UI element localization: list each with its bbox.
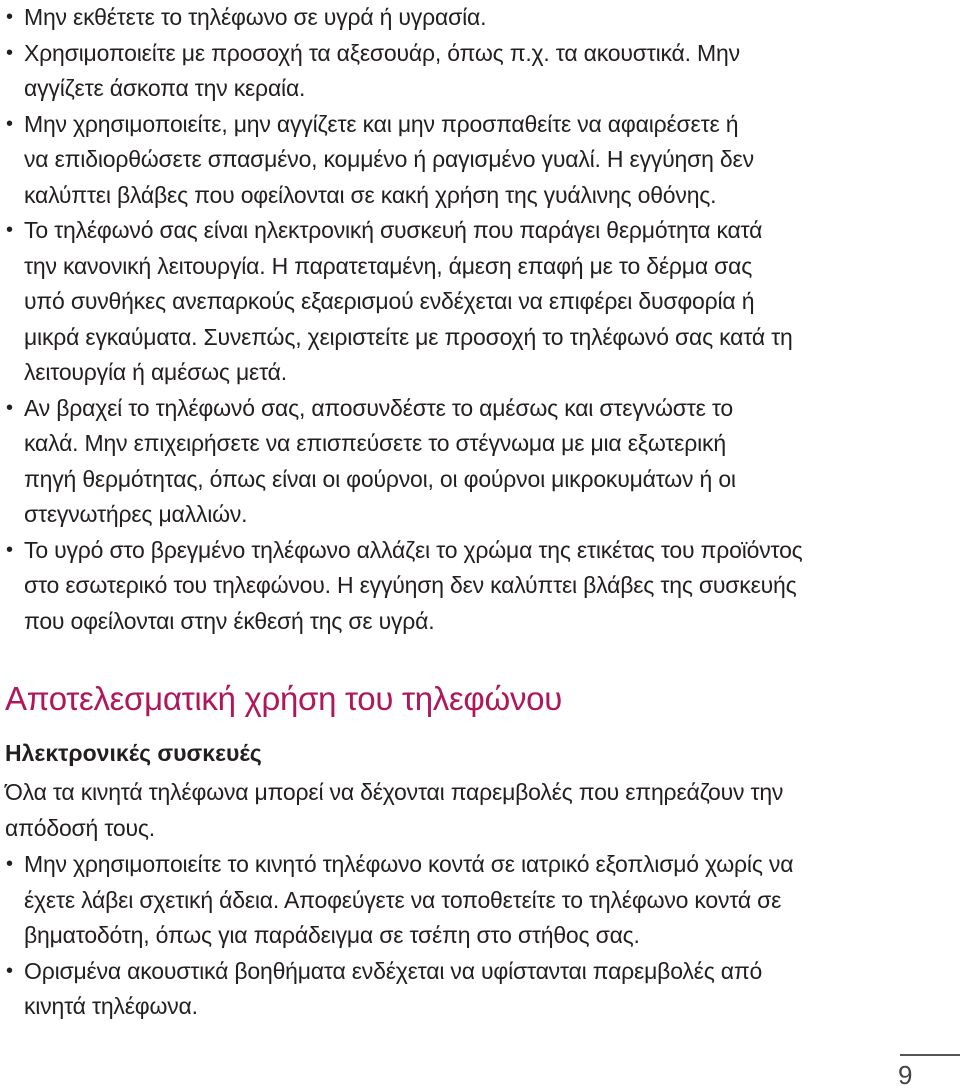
text-line: λειτουργία ή αμέσως μετά. [24,359,287,385]
page-number: 9 [898,1060,913,1090]
bullet-icon: • [6,538,14,561]
text-line: Μην εκθέτετε το τηλέφωνο σε υγρά ή υγρασία. [24,4,487,30]
text-line: καλά. Μην επιχειρήσετε να επισπεύσετε το στέγνωμα με μια εξωτερική [24,430,726,456]
list-item [0,533,803,640]
safety-bullet-list [0,0,803,639]
text-line: να επιδιορθώσετε σπασμένο, κομμένο ή ραγισμένο γυαλί. Η εγγύηση δεν [24,146,754,172]
subsection-title: Ηλεκτρονικές συσκευές [5,740,262,766]
bullet-icon: • [6,41,14,64]
text-line: καλύπτει βλάβες που οφείλονται σε κακή χρήση της γυάλινης οθόνης. [24,181,717,208]
bullet-icon: • [6,853,14,875]
bullet-icon: • [6,959,14,982]
list-item [0,107,803,214]
intro-paragraph [5,775,783,846]
list-item [0,847,793,954]
text-line: Το τηλέφωνό σας είναι ηλεκτρονική συσκευή που παράγει θερμότητα κατά [24,217,763,243]
text-line: κινητά τηλέφωνα. [24,993,198,1019]
text-line: μικρά εγκαύματα. Συνεπώς, χειριστείτε με προσοχή το τηλέφωνό σας κατά τη [24,323,793,350]
page-number-rule [900,1054,960,1056]
electronic-devices-bullet-list [0,847,793,1025]
text-line: Αν βραχεί το τηλέφωνό σας, αποσυνδέστε το αμέσως και στεγνώστε το [24,394,733,421]
text-line: Το υγρό στο βρεγμένο τηλέφωνο αλλάζει το χρώμα της ετικέτας του προϊόντος [24,536,803,563]
text-line: Μην χρησιμοποιείτε το κινητό τηλέφωνο κοντά σε ιατρικό εξοπλισμό χωρίς να [24,851,794,877]
bullet-icon: • [6,219,14,241]
text-line: Όλα τα κινητά τηλέφωνα μπορεί να δέχονται παρεμβολές που επηρεάζουν την [5,779,784,805]
text-line: Ορισμένα ακουστικά βοηθήματα ενδέχεται να υφίστανται παρεμβολές από [24,957,763,984]
list-item [0,36,803,107]
text-line: απόδοσή τους. [5,814,155,841]
text-line: στεγνωτήρες μαλλιών. [24,501,248,527]
list-item [0,954,793,1025]
list-item [0,0,803,36]
text-line: στο εσωτερικό του τηλεφώνου. Η εγγύηση δεν καλύπτει βλάβες της συσκευής [24,572,797,598]
list-item [0,391,803,533]
text-line: βηματοδότη, όπως για παράδειγμα σε τσέπη στο στήθος σας. [24,922,640,948]
bullet-icon: • [6,396,14,419]
text-line: Χρησιμοποιείτε με προσοχή τα αξεσουάρ, όπως π.χ. τα ακουστικά. Μην [24,39,740,66]
text-line: αγγίζετε άσκοπα την κεραία. [24,75,306,101]
section-title: Αποτελεσματική χρήση του τηλεφώνου [5,680,562,717]
text-line: την κανονική λειτουργία. Η παρατεταμένη, άμεση επαφή με το δέρμα σας [24,252,753,279]
text-line: έχετε λάβει σχετική άδεια. Αποφεύγετε να τοποθετείτε το τηλέφωνο κοντά σε [24,886,782,913]
bullet-icon: • [6,6,14,28]
text-line: Μην χρησιμοποιείτε, μην αγγίζετε και μην προσπαθείτε να αφαιρέσετε ή [24,110,739,137]
bullet-icon: • [6,112,14,135]
text-line: πηγή θερμότητας, όπως είναι οι φούρνοι, οι φούρνοι μικροκυμάτων ή οι [24,465,736,492]
text-line: που οφείλονται στην έκθεσή της σε υγρά. [24,607,435,634]
text-line: υπό συνθήκες ανεπαρκούς εξαερισμού ενδέχεται να επιφέρει δυσφορία ή [24,288,755,314]
list-item [0,213,803,391]
